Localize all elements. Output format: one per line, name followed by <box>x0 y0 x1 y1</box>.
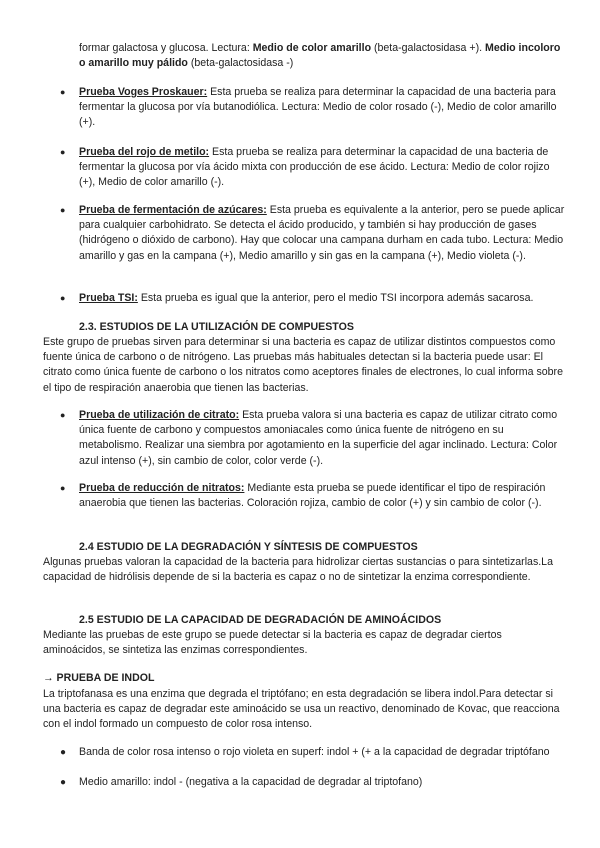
test-term: Prueba TSI: <box>79 292 138 304</box>
section-2-3-paragraph: Este grupo de pruebas sirven para determinar si una bacteria es capaz de utilizar distintos compuestos como fuente única de carbono o de nitrógeno. Las pruebas más habituales detectan si la bacteria puede usar: El citrato como única fuente de carbono o los nitratos como aceptores finales de electrones, lo cual informa sobre el tipo de respiración anaerobia que tienen las bacterias. <box>43 336 563 394</box>
list-item-fermentacion <box>79 203 565 264</box>
test-description: Esta prueba es equivalente a la anterior, pero se puede aplicar para cualquier carbohidrato. Se detecta el ácido producido, y también si hay producción de gases (hidrógeno o dióxido de carbono). Hay que colocar una campana durham en cada tubo. Lectura: Medio amarillo y gas en la campana (+), Medio amarillo y sin gas en la campana (+), Medio violeta (-). <box>79 204 565 262</box>
section-heading-2-5: 2.5 ESTUDIO DE LA CAPACIDAD DE DEGRADACIÓN DE AMINOÁCIDOS <box>79 614 442 626</box>
text-run: (beta-galactosidasa +). <box>371 42 485 54</box>
test-description: Esta prueba es igual que la anterior, pero el medio TSI incorpora además sacarosa. <box>137 292 534 304</box>
bullet-icon: ● <box>60 747 67 758</box>
indol-paragraph: La triptofanasa es una enzima que degrada el triptófano; en esta degradación se libera indol.Para detectar si una bacteria es capaz de degradar este aminoácido se usa un reactivo, denominado de Kovac, que reacciona con el indol formado un compuesto de color rosa intenso. <box>43 688 560 731</box>
reading-label: Medio incoloro o amarillo muy pálido <box>79 42 561 70</box>
test-description: Esta prueba se realiza para determinar la capacidad de una bacteria para fermentar la glucosa por vía butanodiólica. Lectura: Medio de color rosado (-), Medio de color amarillo (+). <box>79 86 557 129</box>
section-heading-2-4: 2.4 ESTUDIO DE LA DEGRADACIÓN Y SÍNTESIS DE COMPUESTOS <box>79 541 418 553</box>
bullet-icon: ● <box>60 205 66 215</box>
bullet-icon: ● <box>60 410 66 420</box>
list-item-rojo-metilo <box>79 145 565 191</box>
bullet-icon: ● <box>60 483 66 493</box>
subheading-prueba-indol: → PRUEBA DE INDOL <box>43 672 155 684</box>
indol-result-positive: Banda de color rosa intenso o rojo violeta en superf: indol + (+ a la capacidad de degradar triptófano <box>79 746 550 758</box>
list-item-citrato <box>79 408 565 469</box>
list-item-voges-proskauer <box>79 85 565 131</box>
test-term: Prueba de utilización de citrato: <box>79 409 240 421</box>
section-heading-2-3: 2.3. ESTUDIOS DE LA UTILIZACIÓN DE COMPUESTOS <box>79 321 354 333</box>
test-description: Esta prueba valora si una bacteria es capaz de utilizar citrato como única fuente de carbono y compuestos amoniacales como única fuente de nitrógeno en su metabolismo. Realizar una siembra por agotamiento en la superficie del agar inclinado. Lectura: Color azul intenso (+), sin cambio de color, color verde (-). <box>79 409 558 467</box>
indol-result-negative: Medio amarillo: indol - (negativa a la capacidad de degradar al triptofano) <box>79 776 423 788</box>
section-2-5-paragraph: Mediante las pruebas de este grupo se puede detectar si la bacteria es capaz de degradar ciertos aminoácidos, se sintetiza las enzimas correspondientes. <box>43 629 502 657</box>
test-term: Prueba de fermentación de azúcares: <box>79 204 267 216</box>
bullet-icon: ● <box>60 147 66 157</box>
test-term: Prueba del rojo de metilo: <box>79 146 210 158</box>
test-description: Esta prueba se realiza para determinar la capacidad de una bacteria de fermentar la glucosa por vía ácido mixta con producción de ese ácido. Lectura: Medio de color rojizo (+), Medio de color amarillo (-). <box>79 146 550 189</box>
list-item-tsi <box>79 291 565 306</box>
reading-label: Medio de color amarillo <box>252 42 372 54</box>
continued-paragraph <box>79 41 565 71</box>
bullet-icon: ● <box>60 293 66 303</box>
list-item-nitratos <box>79 481 565 511</box>
text-run: (beta-galactosidasa -) <box>187 57 294 70</box>
bullet-icon: ● <box>60 777 67 788</box>
text-run: formar galactosa y glucosa. Lectura: <box>79 42 253 54</box>
test-term: Prueba Voges Proskauer: <box>79 86 208 98</box>
bullet-icon: ● <box>60 87 66 97</box>
section-2-4-paragraph: Algunas pruebas valoran la capacidad de la bacteria para hidrolizar ciertas sustancias o para sintetizarlas.La capacidad de hidrólisis depende de si la bacteria es capaz o no de sintetizar la enzima correspondiente. <box>43 556 553 584</box>
test-description: Mediante esta prueba se puede identificar el tipo de respiración anaerobia que tienen las bacterias. Coloración rojiza, cambio de color (+) y sin cambio de color (-). <box>79 482 546 510</box>
test-term: Prueba de reducción de nitratos: <box>79 482 245 494</box>
